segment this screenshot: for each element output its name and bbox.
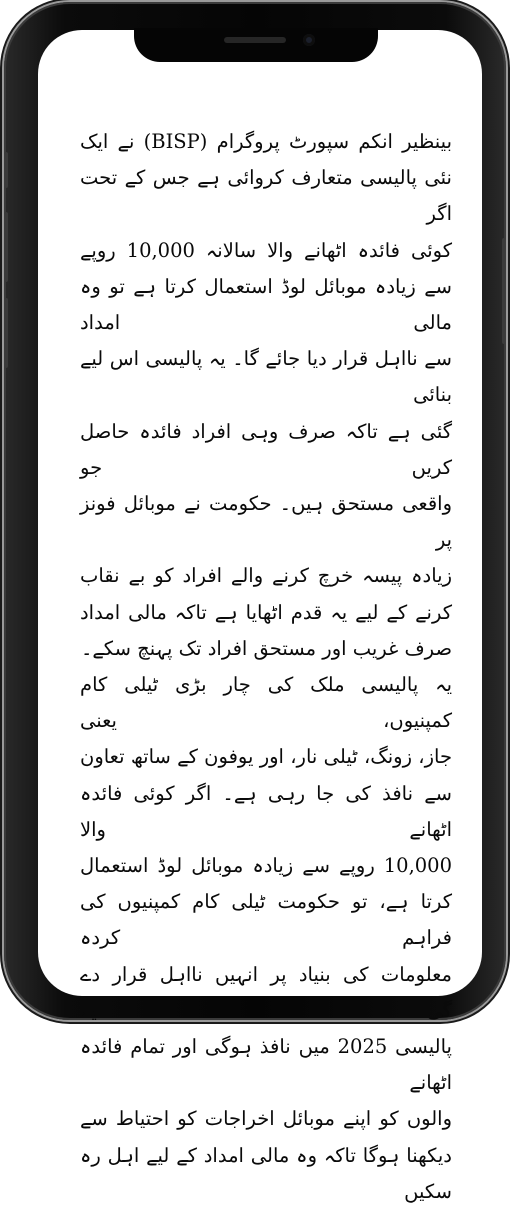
article-text xyxy=(80,124,452,1203)
volume-down-button xyxy=(4,298,8,368)
article-line: کرنے کے لیے یہ قدم اٹھایا ہے تاکہ مالی امداد xyxy=(80,600,452,624)
article-line: زیادہ پیسہ خرچ کرنے والے افراد کو بے نقاب xyxy=(80,564,452,588)
article-line: 10,000 روپے سے زیادہ موبائل لوڈ استعمال xyxy=(80,854,452,878)
phone-notch xyxy=(134,28,378,62)
article-line: صرف غریب اور مستحق افراد تک پہنچ سکے۔ xyxy=(80,636,452,660)
article-line: سے نافذ کی جا رہی ہے۔ اگر کوئی فائدہ اٹھانے والا xyxy=(80,781,452,841)
phone-frame xyxy=(4,2,506,1203)
earpiece-speaker xyxy=(224,37,286,43)
article-line: واقعی مستحق ہیں۔ حکومت نے موبائل فونز پر xyxy=(80,492,452,552)
mute-switch xyxy=(4,152,8,188)
article-line: بینظیر انکم سپورٹ پروگرام (BISP) نے ایک xyxy=(80,130,452,153)
power-button xyxy=(502,238,506,344)
article-line: پالیسی 2025 میں نافذ ہوگی اور تمام فائدہ اٹھانے xyxy=(80,1035,452,1095)
article-line: معلومات کی بنیاد پر انہیں نااہل قرار دے گی۔ یہ xyxy=(80,962,452,1022)
article-line: سے نااہل قرار دیا جائے گا۔ یہ پالیسی اس لیے بنائی xyxy=(80,347,452,407)
article-line: دیکھنا ہوگا تاکہ وہ مالی امداد کے لیے اہل رہ سکیں xyxy=(80,1143,452,1203)
article-line: کوئی فائدہ اٹھانے والا سالانہ 10,000 روپے xyxy=(80,238,452,262)
article-line: نئی پالیسی متعارف کروائی ہے جس کے تحت اگر xyxy=(80,166,452,226)
phone-screen xyxy=(38,30,482,1203)
article-line: یہ پالیسی ملک کی چار بڑی ٹیلی کام کمپنیوں، یعنی xyxy=(80,673,452,733)
article-line: والوں کو اپنے موبائل اخراجات کو احتیاط سے xyxy=(80,1107,452,1131)
volume-up-button xyxy=(4,212,8,282)
article-line: جاز، زونگ، ٹیلی نار، اور یوفون کے ساتھ تعاون xyxy=(80,745,452,769)
article-line: کرتا ہے، تو حکومت ٹیلی کام کمپنیوں کی فراہم کردہ xyxy=(80,890,452,950)
article-line: گئی ہے تاکہ صرف وہی افراد فائدہ حاصل کریں جو xyxy=(80,419,452,479)
article-line: سے زیادہ موبائل لوڈ استعمال کرتا ہے تو وہ مالی امداد xyxy=(80,274,452,335)
front-camera-icon xyxy=(303,34,315,46)
